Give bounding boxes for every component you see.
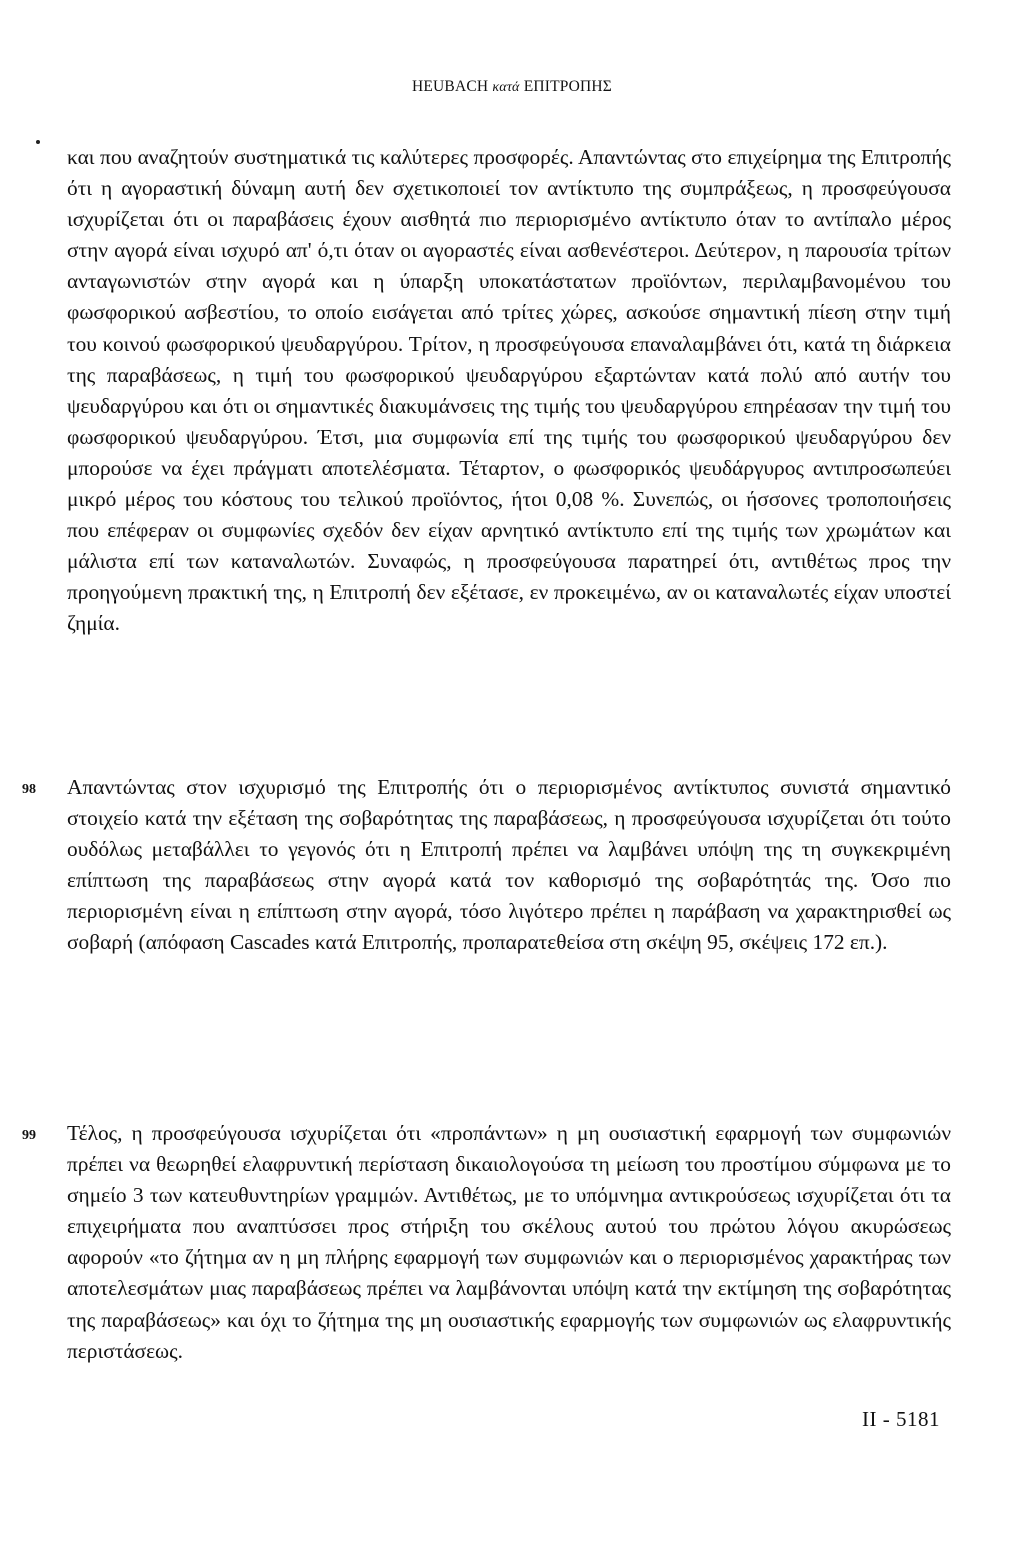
- paragraph-number: 99: [22, 1128, 36, 1143]
- paragraph-98: Απαντώντας στον ισχυρισμό της Επιτροπής ότι ο περιορισμένος αντίκτυπος συνιστά σημαντικό στοιχείο κατά την εξέταση της σοβαρότητας της παραβάσεως, η προσφεύγουσα ισχυρίζεται ότι τούτο ουδόλως μεταβάλλει το γεγονός ότι η Επιτροπή πρέπει να λαμβάνει υπόψη της τη συγκεκριμένη επίπτωση της παραβάσεως στην αγορά κατά τον καθορισμό της σοβαρότητάς της. Όσο πιο περιορισμένη είναι η επίπτωση στην αγορά, τόσο λιγότερο πρέπει η παράβαση να χαρακτηρισθεί ως σοβαρή (απόφαση Cascades κατά Επιτροπής, προπαρατεθείσα στη σκέψη 95, σκέψεις 172 επ.).: [67, 775, 951, 955]
- paragraph-continued: και που αναζητούν συστηματικά τις καλύτερες προσφορές. Απαντώντας στο επιχείρημα της Επιτροπής ότι η αγοραστική δύναμη αυτή δεν σχετικοποιεί τον αντίκτυπο της συμπράξεως, η προσφεύγουσα ισχυρίζεται ότι οι παραβάσεις έχουν αισθητά πιο περιορισμένο αντίκτυπο όταν το αντίπαλο μέρος στην αγορά είναι ισχυρό απ' ό,τι όταν οι αγοραστές είναι ασθενέστεροι. Δεύτερον, η παρουσία τρίτων ανταγωνιστών στην αγορά και η ύπαρξη υποκατάστατων προϊόντων, περιλαμβανομένου του φωσφορικού ασβεστίου, το οποίο εισάγεται από τρίτες χώρες, ασκούσε σημαντική πίεση στην τιμή του κοινού φωσφορικού ψευδαργύρου. Τρίτον, η προσφεύγουσα επαναλαμβάνει ότι, κατά τη διάρκεια της παραβάσεως, η τιμή του φωσφορικού ψευδαργύρου εξαρτώνταν κατά πολύ από αυτήν του ψευδαργύρου και ότι οι σημαντικές διακυμάνσεις της τιμής του ψευδαργύρου επηρέασαν την τιμή του φωσφορικού ψευδαργύρου. Έτσι, μια συμφωνία επί της τιμής του φωσφορικού ψευδαργύρου δεν μπορούσε να έχει πράγματι αποτελέσματα. Τέταρτον, ο φωσφορικός ψευδάργυρος αντιπροσωπεύει μικρό μέρος του κόστους του τελικού προϊόντος, ήτοι 0,08 %. Συνεπώς, οι ήσσονες τροποποιήσεις που επέφεραν οι συμφωνίες σχεδόν δεν είχαν αρνητικό αντίκτυπο επί της τιμής των χρωμάτων και μάλιστα επί των καταναλωτών. Συναφώς, η προσφεύγουσα παρατηρεί ότι, αντιθέτως προς την προηγούμενη πρακτική της, η Επιτροπή δεν εξέτασε, εν προκειμένω, αν οι καταναλωτές είχαν υποστεί ζημία.: [67, 145, 951, 636]
- header-defendant: ΕΠΙΤΡΟΠΗΣ: [523, 78, 613, 95]
- paragraph-99: Τέλος, η προσφεύγουσα ισχυρίζεται ότι «προπάντων» η μη ουσιαστική εφαρμογή των συμφωνιών πρέπει να θεωρηθεί ελαφρυντική περίσταση δικαιολογούσα τη μείωση του προστίμου σύμφωνα με το σημείο 3 των κατευθυντηρίων γραμμών. Αντιθέτως, με το υπόμνημα αντικρούσεως ισχυρίζεται ότι τα επιχειρήματα που αναπτύσσει προς στήριξη του σκέλους αυτού του πρώτου λόγου ακυρώσεως αφορούν «το ζήτημα αν η μη πλήρης εφαρμογή των συμφωνιών και ο περιορισμένος χαρακτήρας των αποτελεσμάτων μιας παραβάσεως πρέπει να λαμβάνονται υπόψη κατά την εκτίμηση της σοβαρότητας της παραβάσεως» και όχι το ζήτημα της μη ουσιαστικής εφαρμογής των συμφωνιών ως ελαφρυντικής περιστάσεως.: [67, 1121, 951, 1363]
- margin-mark: [36, 140, 40, 144]
- running-header: [0, 78, 1024, 96]
- header-versus: κατά: [492, 80, 520, 95]
- page-number: II - 5181: [862, 1407, 940, 1431]
- paragraph-number: 98: [22, 782, 36, 797]
- header-case-name: HEUBACH: [411, 78, 489, 95]
